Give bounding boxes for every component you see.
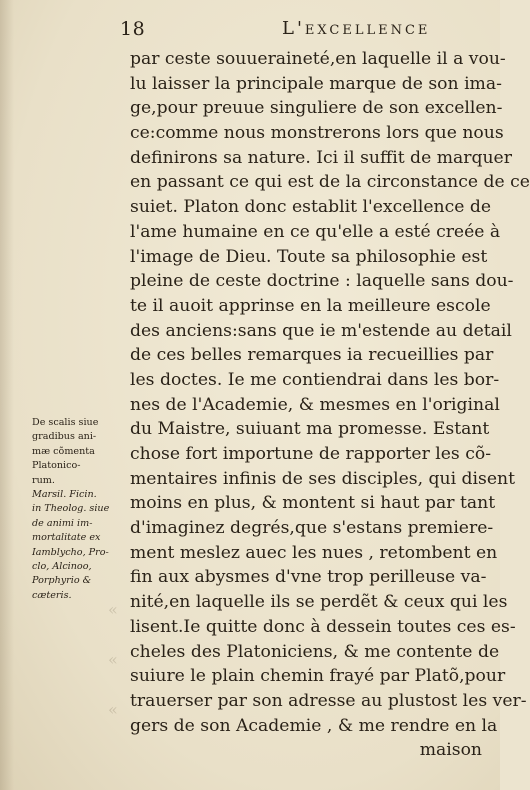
page-gutter-shadow xyxy=(0,0,14,790)
text-line: suiure le plain chemin frayé par Platõ,pour xyxy=(130,666,506,687)
text-line: ge,pour preuue singuliere de son excellen- xyxy=(130,98,503,119)
text-line: des anciens:sans que ie m'estende au detail xyxy=(130,320,512,341)
margin-note-line: mortalitate ex xyxy=(32,532,101,544)
ink-bleed-mark: « xyxy=(108,700,118,719)
text-line: par ceste souueraineté,en laquelle il a vou- xyxy=(130,49,506,69)
text-line: maison xyxy=(419,740,482,761)
page-header xyxy=(120,18,480,44)
margin-note-line: in Theolog. siue xyxy=(32,503,110,515)
text-line: les doctes. Ie me contiendrai dans les bor- xyxy=(130,369,500,390)
text-line: moins en plus, & montent si haut par tant xyxy=(130,493,496,514)
text-line: mentaires infinis de ses disciples, qui disent xyxy=(130,468,516,489)
margin-note-line: rum. xyxy=(32,474,55,486)
margin-note-line: De scalis siue xyxy=(32,417,99,428)
text-line: ment meslez auec les nues , retombent en xyxy=(130,542,498,563)
text-line: lu laisser la principale marque de son ima- xyxy=(130,73,502,94)
margin-note-line: Iamblycho, Pro- xyxy=(32,546,109,558)
margin-note-line: Platonico- xyxy=(32,460,81,472)
text-line: en passant ce qui est de la circonstance de ce xyxy=(130,172,530,193)
text-line: gers de son Academie , & me rendre en la xyxy=(130,715,498,736)
margin-note-line: cæteris. xyxy=(32,589,72,601)
page-number: 18 xyxy=(120,18,146,40)
ink-bleed-mark: « xyxy=(108,650,118,669)
text-line: d'imaginez degrés,que s'estans premiere- xyxy=(130,518,494,539)
text-line: nité,en laquelle ils se perdẽt & ceux qui les xyxy=(130,592,508,613)
ink-bleed-mark: « xyxy=(108,600,118,619)
text-line: trauerser par son adresse au plustost les ver- xyxy=(130,690,527,711)
text-line: l'ame humaine en ce qu'elle a esté creée à xyxy=(130,221,501,242)
running-title: L'excellence xyxy=(282,18,431,39)
text-line: du Maistre, suiuant ma promesse. Estant xyxy=(130,419,490,440)
margin-note-line: de animi im- xyxy=(32,517,93,529)
margin-note-line: gradibus ani- xyxy=(32,431,97,443)
margin-note-line: clo, Alcinoo, xyxy=(32,560,92,572)
text-line: pleine de ceste doctrine : laquelle sans dou- xyxy=(130,271,514,292)
text-line: nes de l'Academie, & mesmes en l'original xyxy=(130,394,500,415)
main-text-block xyxy=(130,47,530,763)
margin-note-line: mæ cõmenta xyxy=(32,445,95,457)
text-line: fin aux abysmes d'vne trop perilleuse va- xyxy=(130,567,487,588)
text-line: chose fort importune de rapporter les cõ- xyxy=(130,444,491,464)
margin-note xyxy=(32,416,128,603)
text-line: suiet. Platon donc establit l'excellence de xyxy=(130,197,492,218)
text-line: te il auoit apprinse en la meilleure escole xyxy=(130,295,491,316)
text-line: cheles des Platoniciens, & me contente de xyxy=(130,641,500,662)
text-line: definirons sa nature. Ici il suffit de marquer xyxy=(130,147,512,168)
margin-note-line: Marsil. Ficin. xyxy=(32,488,97,500)
text-line: de ces belles remarques ia recueillies par xyxy=(130,345,494,366)
text-line: ce:comme nous monstrerons lors que nous xyxy=(130,123,504,144)
text-line: lisent.Ie quitte donc à dessein toutes ces es- xyxy=(130,616,516,637)
margin-note-line: Porphyrio & xyxy=(32,575,92,587)
text-line: l'image de Dieu. Toute sa philosophie est xyxy=(130,246,488,267)
